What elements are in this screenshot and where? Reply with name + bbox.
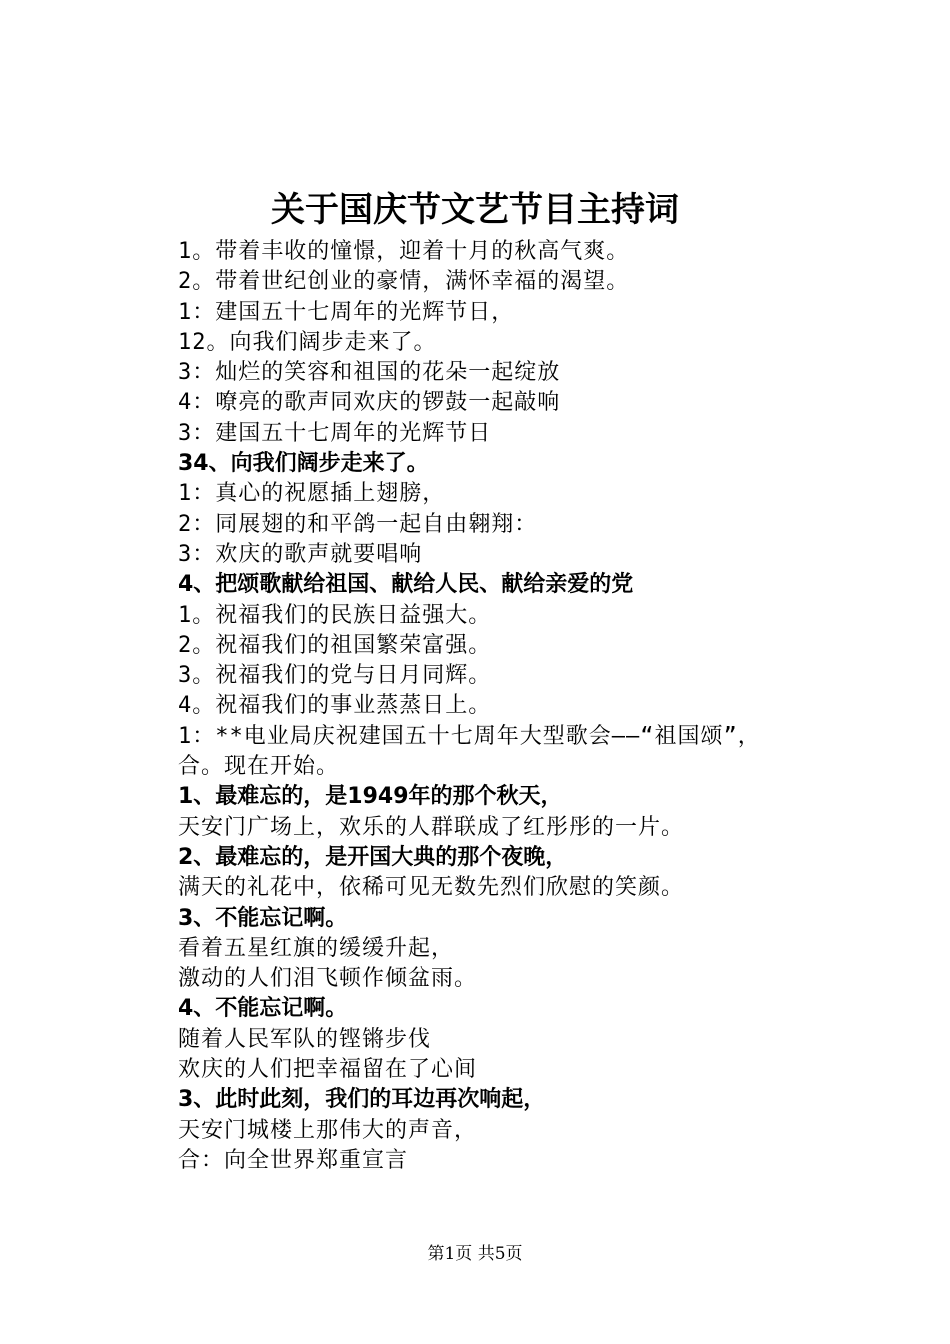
text-line: 1：**电业局庆祝建国五十七周年大型歌会——“祖国颂”， bbox=[178, 723, 761, 749]
text-line: 1。带着丰收的憧憬，迎着十月的秋高气爽。 bbox=[178, 239, 630, 264]
document-body bbox=[178, 237, 878, 1176]
text-line: 激动的人们泪飞顿作倾盆雨。 bbox=[178, 966, 478, 992]
text-line: 34、向我们阔步走来了。 bbox=[178, 451, 429, 477]
text-line: 3、不能忘记啊。 bbox=[178, 905, 348, 931]
text-line: 4、不能忘记啊。 bbox=[178, 996, 348, 1022]
text-line: 欢庆的人们把幸福留在了心间 bbox=[178, 1057, 478, 1083]
text-line: 看着五星红旗的缓缓升起， bbox=[178, 935, 455, 961]
text-line: 3：建国五十七周年的光辉节日 bbox=[178, 420, 492, 446]
text-line: 3。祝福我们的党与日月同辉。 bbox=[178, 663, 492, 689]
text-line: 3：灿烂的笑容和祖国的花朵一起绽放 bbox=[178, 360, 561, 386]
text-line: 1。祝福我们的民族日益强大。 bbox=[178, 602, 492, 628]
text-line: 3：欢庆的歌声就要唱响 bbox=[178, 541, 423, 567]
text-line: 1：真心的祝愿插上翅膀， bbox=[178, 481, 446, 507]
text-line: 4：嘹亮的歌声同欢庆的锣鼓一起敲响 bbox=[178, 390, 561, 416]
text-line: 随着人民军队的铿锵步伐 bbox=[178, 1026, 432, 1052]
text-line: 合。现在开始。 bbox=[178, 754, 340, 780]
text-line: 4、把颂歌献给祖国、献给人民、献给亲爱的党 bbox=[178, 572, 634, 598]
document-title: 关于国庆节文艺节目主持词 bbox=[271, 190, 679, 230]
text-line: 4。祝福我们的事业蒸蒸日上。 bbox=[178, 693, 492, 719]
text-line: 2。带着世纪创业的豪情，满怀幸福的渴望。 bbox=[178, 269, 630, 295]
text-line: 满天的礼花中，依稀可见无数先烈们欣慰的笑颜。 bbox=[178, 875, 685, 901]
text-line: 2：同展翅的和平鸽一起自由翱翔： bbox=[178, 511, 538, 537]
text-line: 2。祝福我们的祖国繁荣富强。 bbox=[178, 632, 492, 658]
page-footer: 第1页 共5页 bbox=[427, 1244, 523, 1264]
text-line: 3、此时此刻，我们的耳边再次响起， bbox=[178, 1087, 546, 1113]
text-line: 1：建国五十七周年的光辉节日， bbox=[178, 299, 515, 325]
text-line: 合：向全世界郑重宣言 bbox=[178, 1147, 409, 1173]
text-line: 天安门城楼上那伟大的声音， bbox=[178, 1117, 478, 1143]
text-line: 2、最难忘的，是开国大典的那个夜晚， bbox=[178, 844, 568, 870]
text-line: 天安门广场上，欢乐的人群联成了红彤彤的一片。 bbox=[178, 814, 685, 840]
text-line: 1、最难忘的，是1949年的那个秋天， bbox=[178, 784, 563, 810]
text-line: 12。向我们阔步走来了。 bbox=[178, 329, 437, 355]
